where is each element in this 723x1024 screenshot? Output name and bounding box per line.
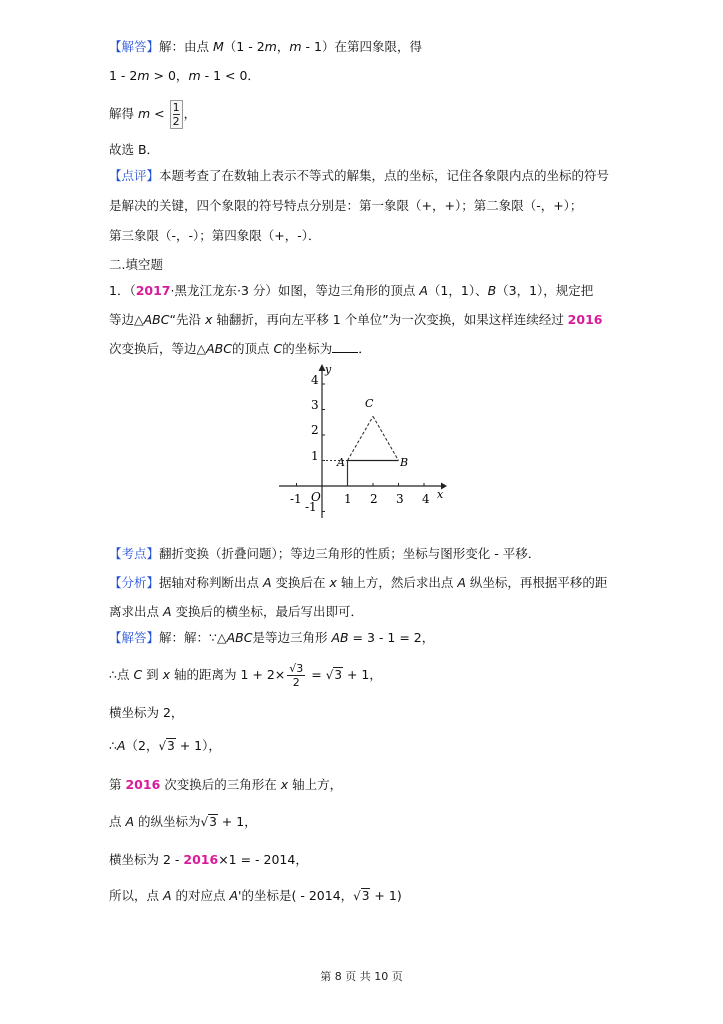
- y-tick-label-4: 4: [311, 373, 319, 387]
- fraction-one-half: $\frac{1}{2}$: [170, 100, 183, 129]
- comment-tag: 【点评】: [109, 168, 160, 183]
- jieda-line-6: 点 A 的纵坐标为√3 + 1，: [109, 812, 257, 832]
- point-label-a: A: [337, 456, 345, 469]
- triangle-abc: [348, 416, 399, 460]
- x-tick-label-1: 1: [344, 492, 352, 506]
- question-line-3: 次变换后，等边△ABC的顶点 C的坐标为 ．: [109, 341, 371, 356]
- y-tick-label-neg1: -1: [305, 500, 317, 514]
- answer-line-1: 【解答】解：由点 M（1 - 2m，m - 1）在第四象限，得: [109, 39, 422, 54]
- fenxi-line-2: 离求出点 A 变换后的横坐标，最后写出即可．: [109, 604, 364, 619]
- comment-line-3: 第三象限（-，-）；第四象限（+，-）．: [109, 228, 321, 243]
- x-tick-label-2: 2: [370, 492, 378, 506]
- sqrt-3: √3: [200, 815, 217, 829]
- section-title: 二.填空题: [109, 257, 163, 272]
- count-highlight: 2016: [183, 852, 219, 867]
- question-line-2: 等边△ABC“先沿 x 轴翻折，再向左平移 1 个单位”为一次变换，如果这样连续经过 2016: [109, 312, 603, 327]
- question-line-1: 1．（2017·黑龙江龙东·3 分）如图，等边三角形的顶点 A（1，1）、B（3，1），规定把: [109, 283, 594, 298]
- jieda-line-8: 所以，点 A 的对应点 A'的坐标是( - 2014，√3 + 1): [109, 886, 402, 906]
- y-tick-label-3: 3: [311, 398, 319, 412]
- jieda-line-2: ∴点 C 到 x 轴的距离为 1 + 2× $\frac{√3}{2}$ = √3 + 1，: [109, 662, 382, 689]
- jieda-line-1: 【解答】解：解：∵△ABC是等边三角形 AB = 3 - 1 = 2，: [109, 630, 435, 645]
- answer-blank: [332, 340, 358, 353]
- comment-line-2: 是解决的关键，四个象限的符号特点分别是：第一象限（+，+）；第二象限（-，+）；: [109, 198, 583, 213]
- jieda-line-3: 横坐标为 2，: [109, 705, 184, 720]
- jieda-line-7: 横坐标为 2 - 2016×1 = - 2014，: [109, 852, 308, 867]
- count-highlight: 2016: [567, 312, 603, 327]
- kaodian-line: 【考点】翻折变换（折叠问题）；等边三角形的性质；坐标与图形变化 - 平移．: [109, 546, 541, 561]
- x-tick-label-4: 4: [422, 492, 430, 506]
- year-highlight: 2017: [135, 283, 171, 298]
- count-highlight: 2016: [125, 777, 161, 792]
- fenxi-line-1: 【分析】据轴对称判断出点 A 变换后在 x 轴上方，然后求出点 A 纵坐标，再根据平移的距: [109, 575, 608, 590]
- page-footer: 第 8 页 共 10 页: [320, 970, 403, 983]
- comment-line-1: 【点评】本题考查了在数轴上表示不等式的解集，点的坐标，记住各象限内点的坐标的符号: [109, 168, 610, 183]
- kaodian-tag: 【考点】: [109, 546, 160, 561]
- fenxi-tag: 【分析】: [109, 575, 160, 590]
- answer-line-3: 解得 m < $\frac{1}{2}$ ，: [109, 101, 197, 128]
- y-tick-label-2: 2: [311, 423, 319, 437]
- x-axis-label: x: [437, 488, 444, 501]
- sqrt-3: √3: [353, 889, 370, 903]
- answer-line-4: 故选 B．: [109, 142, 160, 157]
- answer-line-2: 1 - 2m > 0，m - 1 < 0．: [109, 68, 260, 83]
- sqrt-3: √3: [325, 668, 343, 682]
- side-cb: [373, 416, 399, 460]
- coordinate-figure: [277, 362, 447, 522]
- point-label-c: C: [365, 397, 374, 410]
- y-axis-label: y: [325, 363, 332, 376]
- origin-label: O: [311, 490, 321, 504]
- jieda-line-4: ∴A（2，√3 + 1），: [109, 736, 221, 756]
- jieda-line-5: 第 2016 次变换后的三角形在 x 轴上方，: [109, 777, 343, 792]
- x-tick-label-neg1: -1: [290, 492, 302, 506]
- answer-tag: 【解答】: [109, 39, 160, 54]
- sqrt-3: √3: [158, 739, 175, 753]
- jieda-tag: 【解答】: [109, 630, 160, 645]
- point-label-b: B: [400, 456, 409, 469]
- fraction-sqrt3-over-2: $\frac{√3}{2}$: [289, 662, 304, 689]
- side-ac: [348, 416, 374, 460]
- x-tick-label-3: 3: [396, 492, 404, 506]
- y-tick-label-1: 1: [311, 449, 319, 463]
